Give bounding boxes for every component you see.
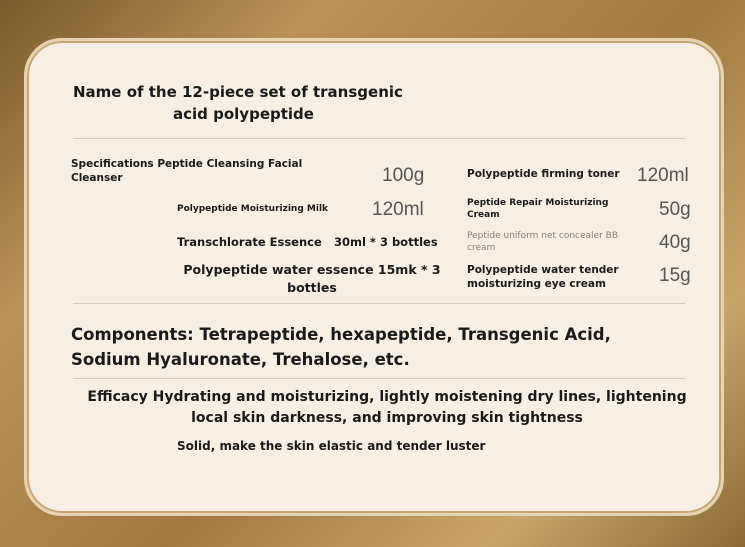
efficacy-line-3: Solid, make the skin elastic and tender luster [177,439,486,453]
repair-cream-name [467,197,637,221]
firming-toner-name: Polypeptide firming toner [467,168,620,180]
eye-cream-name [467,263,667,291]
spec-label-line-1: Specifications Peptide Cleansing Facial [71,158,303,170]
eye-cream-line-1: Polypeptide water tender [467,264,619,276]
product-info-card [24,38,724,516]
bb-cream-line-2: cream [467,243,496,253]
bb-cream-name [467,230,657,254]
efficacy-line-1: Efficacy Hydrating and moisturizing, lightly moistening dry lines, lightening [87,389,687,405]
eye-cream-value: 15g [659,265,691,286]
divider-bottom [73,378,685,379]
set-title [73,81,453,125]
title-line-1: Name of the 12-piece set of transgenic [73,83,403,101]
components [71,322,711,372]
bb-cream-line-1: Peptide uniform net concealer BB [467,231,618,241]
bb-cream-value: 40g [659,232,691,253]
efficacy-line-2: local skin darkness, and improving skin tightness [191,410,583,426]
cleanser-value: 100g [382,165,425,186]
components-line-1: Components: Tetrapeptide, hexapeptide, Transgenic Acid, [71,325,611,344]
water-essence-line-1: Polypeptide water essence 15mk * 3 [183,262,441,277]
water-essence-line-2: bottles [287,280,337,295]
repair-cream-value: 50g [659,199,691,220]
repair-cream-line-1: Peptide Repair Moisturizing [467,198,609,208]
water-essence-name [177,261,447,297]
transchlorate-essence-value: 30ml * 3 bottles [334,235,438,249]
divider-top [73,138,685,139]
transchlorate-essence-name: Transchlorate Essence [177,235,322,249]
efficacy [67,387,707,429]
divider-middle [73,303,685,304]
eye-cream-line-2: moisturizing eye cream [467,278,606,290]
repair-cream-line-2: Cream [467,210,500,220]
components-line-2: Sodium Hyaluronate, Trehalose, etc. [71,350,410,369]
spec-label-line-2: Cleanser [71,172,123,184]
title-line-2: acid polypeptide [173,105,314,123]
spec-label [71,157,341,185]
firming-toner-value: 120ml [637,165,689,186]
moisturizing-milk-name: Polypeptide Moisturizing Milk [177,204,329,214]
moisturizing-milk-value: 120ml [372,199,424,220]
